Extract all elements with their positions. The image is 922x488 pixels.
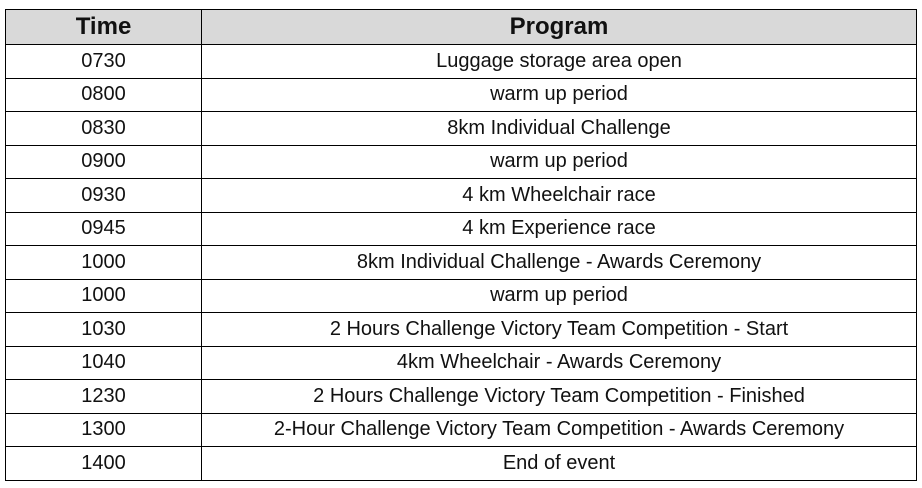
schedule-table xyxy=(5,9,917,481)
table-row xyxy=(6,145,917,179)
header-row xyxy=(6,10,917,45)
program-cell: 2 Hours Challenge Victory Team Competition - Start xyxy=(202,313,917,347)
time-cell: 0945 xyxy=(6,212,202,246)
table-row xyxy=(6,279,917,313)
time-cell: 1000 xyxy=(6,246,202,280)
table-row xyxy=(6,380,917,414)
time-cell: 0730 xyxy=(6,45,202,79)
time-cell: 1030 xyxy=(6,313,202,347)
table-row xyxy=(6,447,917,481)
time-cell: 1300 xyxy=(6,413,202,447)
time-cell: 1230 xyxy=(6,380,202,414)
time-cell: 0930 xyxy=(6,179,202,213)
time-cell: 1400 xyxy=(6,447,202,481)
program-cell: warm up period xyxy=(202,145,917,179)
table-row xyxy=(6,212,917,246)
table-row xyxy=(6,413,917,447)
table-row xyxy=(6,45,917,79)
program-cell: End of event xyxy=(202,447,917,481)
time-cell: 1000 xyxy=(6,279,202,313)
time-cell: 0900 xyxy=(6,145,202,179)
time-cell: 1040 xyxy=(6,346,202,380)
program-column-header: Program xyxy=(202,10,917,45)
program-cell: 8km Individual Challenge xyxy=(202,112,917,146)
program-cell: 4 km Experience race xyxy=(202,212,917,246)
time-cell: 0830 xyxy=(6,112,202,146)
time-column-header: Time xyxy=(6,10,202,45)
table-row xyxy=(6,112,917,146)
program-cell: 2-Hour Challenge Victory Team Competition - Awards Ceremony xyxy=(202,413,917,447)
program-cell: warm up period xyxy=(202,279,917,313)
program-cell: 8km Individual Challenge - Awards Ceremony xyxy=(202,246,917,280)
program-cell: 4km Wheelchair - Awards Ceremony xyxy=(202,346,917,380)
table-row xyxy=(6,313,917,347)
time-cell: 0800 xyxy=(6,78,202,112)
program-cell: 4 km Wheelchair race xyxy=(202,179,917,213)
program-cell: Luggage storage area open xyxy=(202,45,917,79)
table-row xyxy=(6,246,917,280)
program-cell: 2 Hours Challenge Victory Team Competition - Finished xyxy=(202,380,917,414)
program-cell: warm up period xyxy=(202,78,917,112)
table-row xyxy=(6,179,917,213)
table-row xyxy=(6,346,917,380)
table-row xyxy=(6,78,917,112)
